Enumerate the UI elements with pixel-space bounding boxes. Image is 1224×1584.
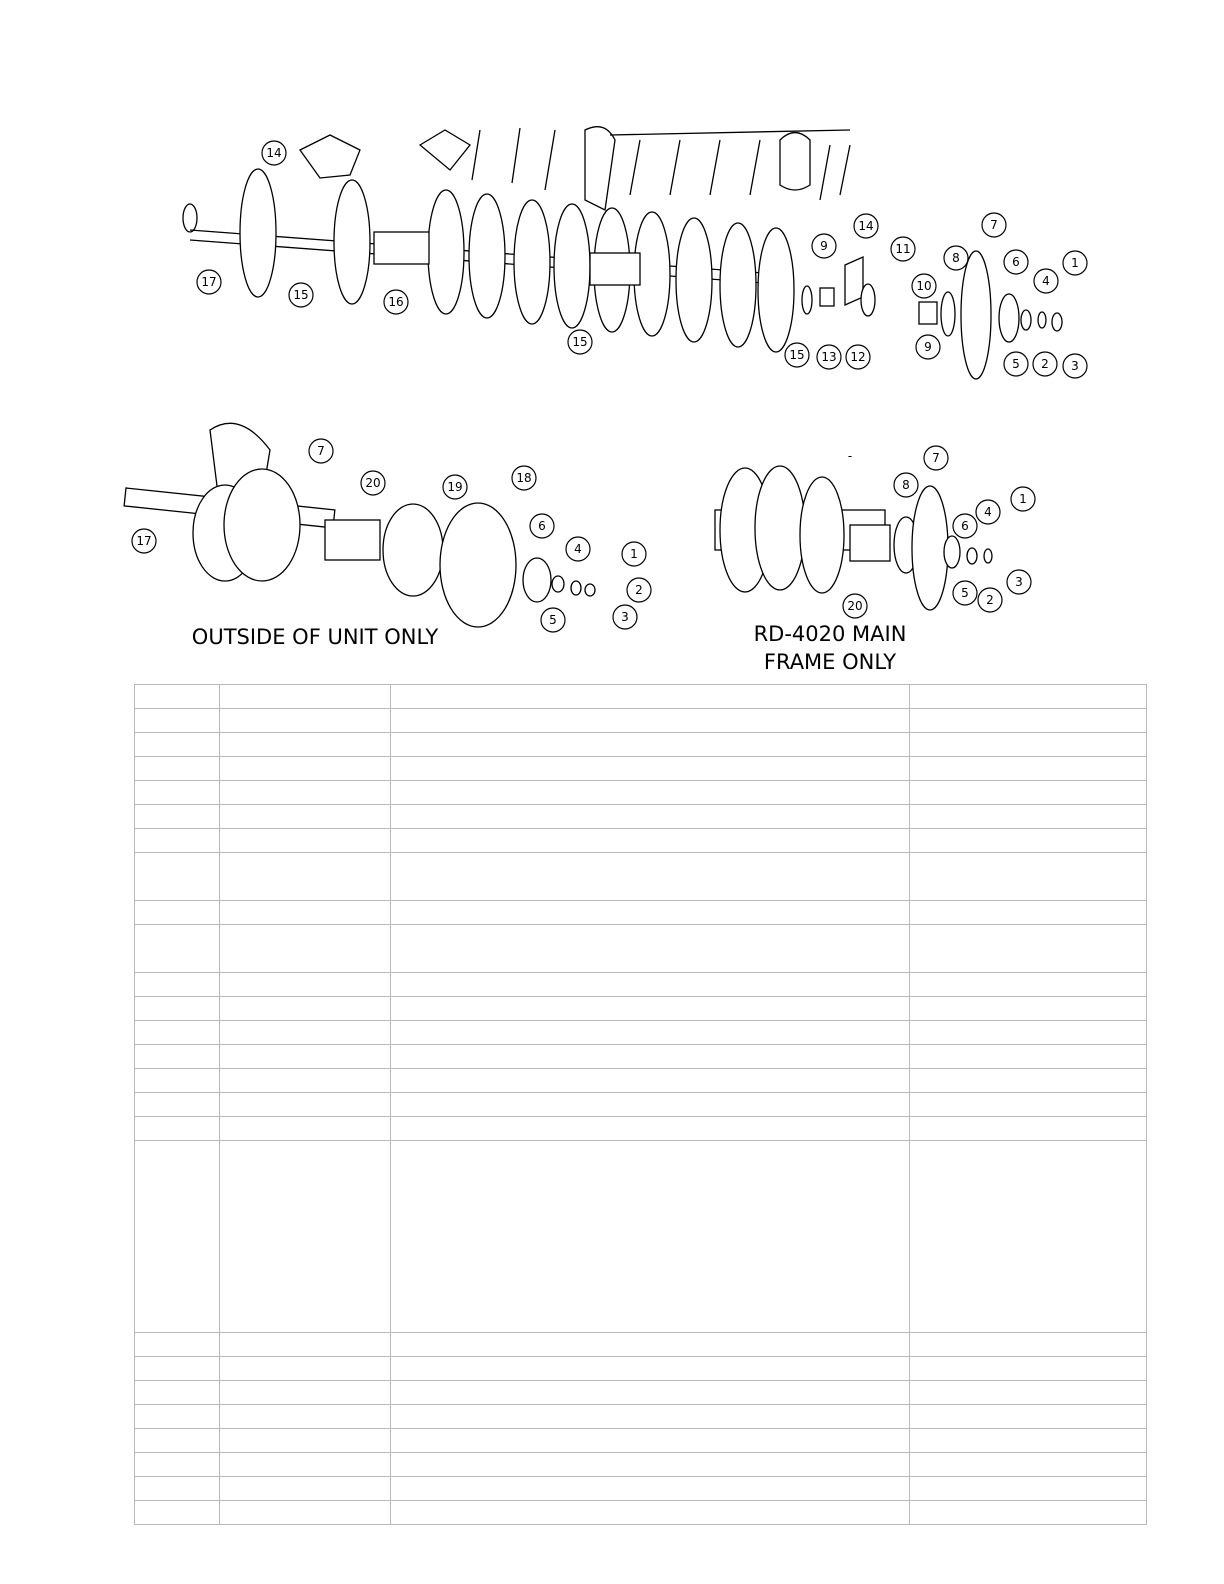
callout-number: 5: [549, 613, 557, 627]
callout-number: 4: [1042, 274, 1050, 288]
table-row: [135, 757, 1147, 781]
table-cell: [391, 973, 910, 997]
table-cell: [391, 1333, 910, 1357]
caption-main-frame-line1: RD-4020 MAIN: [753, 622, 907, 646]
table-cell: [220, 1333, 391, 1357]
table-cell: [910, 1429, 1147, 1453]
table-cell: [391, 1429, 910, 1453]
table-cell: [391, 1357, 910, 1381]
table-cell: [220, 1141, 391, 1333]
table-cell: [910, 973, 1147, 997]
table-cell: [391, 709, 910, 733]
table-cell: [910, 1405, 1147, 1429]
table-row: [135, 1429, 1147, 1453]
callout-number: 14: [858, 219, 874, 233]
table-cell: [910, 1093, 1147, 1117]
table-cell: [220, 1357, 391, 1381]
callout-number: 4: [984, 505, 992, 519]
table-cell: [910, 1477, 1147, 1501]
table-cell: [135, 805, 220, 829]
table-cell: [220, 805, 391, 829]
table-cell: [135, 1357, 220, 1381]
callout-number: 3: [621, 610, 629, 624]
table-cell: [391, 1477, 910, 1501]
table-cell: [910, 1069, 1147, 1093]
table-cell: [910, 1045, 1147, 1069]
table-cell: [220, 1405, 391, 1429]
table-cell: [135, 781, 220, 805]
table-cell: [910, 1501, 1147, 1525]
table-cell: [391, 829, 910, 853]
table-cell: [220, 709, 391, 733]
callout-number: 15: [789, 348, 805, 362]
callout-number: 1: [1071, 256, 1079, 270]
table-cell: [135, 1429, 220, 1453]
table-cell: [391, 733, 910, 757]
table-cell: [391, 781, 910, 805]
table-row: [135, 1501, 1147, 1525]
callout-number: 20: [365, 476, 381, 490]
table-cell: [220, 1021, 391, 1045]
table-cell: [910, 1141, 1147, 1333]
table-cell: [910, 925, 1147, 973]
callout-number: 14: [266, 146, 282, 160]
table-row: [135, 1477, 1147, 1501]
table-cell: [220, 997, 391, 1021]
table-row: [135, 925, 1147, 973]
table-cell: [910, 853, 1147, 901]
table-row: [135, 901, 1147, 925]
table-cell: [220, 973, 391, 997]
table-cell: [391, 1501, 910, 1525]
callout-number: 15: [293, 288, 309, 302]
callout-number: 13: [821, 350, 837, 364]
caption-main-frame: [700, 620, 960, 676]
table-cell: [910, 733, 1147, 757]
callout-number: 5: [1012, 357, 1020, 371]
table-cell: [910, 1357, 1147, 1381]
callout-number: 7: [932, 451, 940, 465]
table-cell: [220, 1093, 391, 1117]
callout-number: 2: [986, 593, 994, 607]
stray-mark: -: [847, 449, 853, 463]
callout-number: 2: [635, 583, 643, 597]
table-cell: [135, 1501, 220, 1525]
table-cell: [391, 1405, 910, 1429]
table-cell: [220, 685, 391, 709]
callout-number: 1: [1019, 492, 1027, 506]
table-row: [135, 829, 1147, 853]
table-row: [135, 1405, 1147, 1429]
table-cell: [135, 1141, 220, 1333]
table-cell: [220, 1045, 391, 1069]
table-row: [135, 1381, 1147, 1405]
table-cell: [220, 1069, 391, 1093]
table-cell: [391, 925, 910, 973]
table-cell: [391, 1069, 910, 1093]
table-cell: [910, 805, 1147, 829]
table-row: [135, 853, 1147, 901]
callout-number: 1: [630, 547, 638, 561]
callout-number: 4: [574, 542, 582, 556]
table-row: [135, 709, 1147, 733]
table-row: [135, 733, 1147, 757]
callout-number: 17: [201, 275, 217, 289]
table-cell: [135, 853, 220, 901]
table-cell: [391, 853, 910, 901]
table-cell: [910, 901, 1147, 925]
callout-number: 5: [961, 586, 969, 600]
table-row: [135, 685, 1147, 709]
table-cell: [910, 1021, 1147, 1045]
table-cell: [220, 1381, 391, 1405]
table-cell: [910, 829, 1147, 853]
table-row: [135, 1045, 1147, 1069]
callout-number: 18: [516, 471, 532, 485]
callout-number: 15: [572, 335, 588, 349]
table-row: [135, 1333, 1147, 1357]
table-row: [135, 1357, 1147, 1381]
table-cell: [391, 805, 910, 829]
table-cell: [391, 997, 910, 1021]
table-cell: [135, 973, 220, 997]
table-cell: [391, 1141, 910, 1333]
table-cell: [220, 1117, 391, 1141]
callout-number: 7: [317, 444, 325, 458]
callout-number: 6: [1012, 255, 1020, 269]
table-cell: [391, 1381, 910, 1405]
disc-blades: [240, 169, 794, 352]
table-row: [135, 1117, 1147, 1141]
callout-number: 20: [847, 599, 863, 613]
table-cell: [135, 829, 220, 853]
table-cell: [391, 901, 910, 925]
caption-main-frame-line2: FRAME ONLY: [763, 650, 897, 674]
table-cell: [220, 1453, 391, 1477]
table-cell: [391, 757, 910, 781]
callout-number: 9: [820, 239, 828, 253]
table-row: [135, 1069, 1147, 1093]
table-row: [135, 1021, 1147, 1045]
table-cell: [910, 1453, 1147, 1477]
table-cell: [135, 1093, 220, 1117]
table-cell: [391, 685, 910, 709]
table-cell: [220, 733, 391, 757]
table-cell: [910, 1117, 1147, 1141]
table-cell: [910, 685, 1147, 709]
caption-outside-of-unit: OUTSIDE OF UNIT ONLY: [191, 625, 439, 649]
table-cell: [910, 709, 1147, 733]
table-cell: [391, 1453, 910, 1477]
table-cell: [135, 1381, 220, 1405]
table-cell: [220, 829, 391, 853]
table-cell: [135, 709, 220, 733]
table-cell: [220, 781, 391, 805]
table-row: [135, 997, 1147, 1021]
parts-exploded-diagram: [0, 0, 1224, 680]
table-row: [135, 1093, 1147, 1117]
table-cell: [135, 685, 220, 709]
table-row: [135, 1453, 1147, 1477]
table-cell: [220, 757, 391, 781]
table-cell: [910, 1333, 1147, 1357]
main-frame-assembly: [715, 466, 992, 610]
table-cell: [135, 997, 220, 1021]
table-cell: [220, 1429, 391, 1453]
callout-number: 11: [895, 242, 911, 256]
table-cell: [135, 925, 220, 973]
frame-shanks: [300, 127, 850, 210]
callout-number: 6: [961, 519, 969, 533]
table-cell: [910, 997, 1147, 1021]
table-cell: [910, 781, 1147, 805]
table-cell: [220, 1501, 391, 1525]
callout-number: 7: [990, 218, 998, 232]
callout-number: 12: [850, 350, 866, 364]
table-cell: [391, 1021, 910, 1045]
table-row: [135, 1141, 1147, 1333]
callout-number: 17: [136, 534, 152, 548]
table-cell: [910, 757, 1147, 781]
callout-number: 2: [1041, 357, 1049, 371]
callout-number: 16: [388, 295, 404, 309]
table-cell: [135, 1117, 220, 1141]
table-row: [135, 781, 1147, 805]
table-cell: [391, 1045, 910, 1069]
table-cell: [135, 1333, 220, 1357]
table-cell: [135, 733, 220, 757]
table-cell: [910, 1381, 1147, 1405]
table-cell: [135, 1045, 220, 1069]
table-cell: [135, 1069, 220, 1093]
callout-number: 10: [916, 279, 932, 293]
table-cell: [135, 757, 220, 781]
table-cell: [220, 853, 391, 901]
callout-number: 8: [952, 251, 960, 265]
table-cell: [391, 1093, 910, 1117]
callout-number: 19: [447, 480, 463, 494]
table-cell: [220, 901, 391, 925]
table-cell: [391, 1117, 910, 1141]
table-cell: [220, 925, 391, 973]
table-cell: [135, 901, 220, 925]
table-cell: [135, 1021, 220, 1045]
callout-number: 6: [538, 519, 546, 533]
parts-list-table: [134, 684, 1147, 1525]
table-cell: [135, 1477, 220, 1501]
table-cell: [135, 1405, 220, 1429]
table-cell: [135, 1453, 220, 1477]
outside-unit-assembly: [124, 423, 595, 627]
callout-number: 3: [1071, 359, 1079, 373]
table-cell: [220, 1477, 391, 1501]
table-row: [135, 973, 1147, 997]
callout-number: 9: [924, 340, 932, 354]
callout-number: 8: [902, 478, 910, 492]
callout-number: 3: [1015, 575, 1023, 589]
table-row: [135, 805, 1147, 829]
shaft-end-washer: [183, 204, 197, 232]
